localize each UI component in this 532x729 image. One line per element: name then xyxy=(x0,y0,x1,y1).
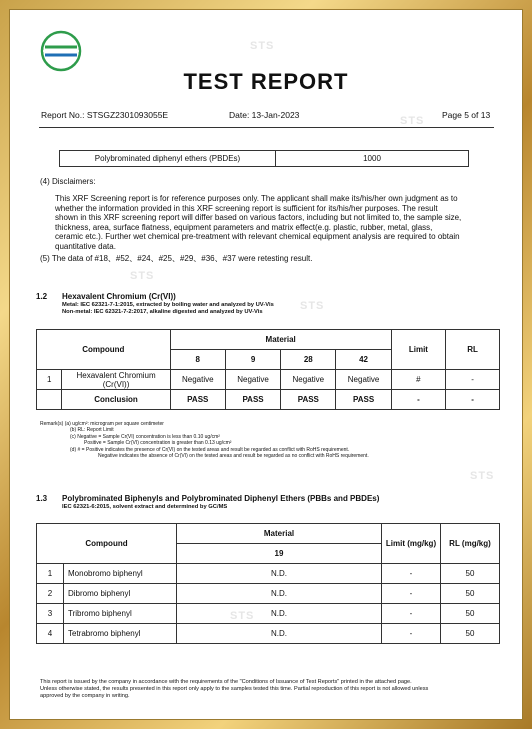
section-title: Hexavalent Chromium (Cr(VI)) xyxy=(62,292,176,301)
report-date: Date: 13-Jan-2023 xyxy=(229,110,300,120)
conclusion-cell: PASS xyxy=(336,390,391,410)
crvi-results-table xyxy=(36,329,500,410)
watermark: STS xyxy=(250,40,275,52)
result-cell: N.D. xyxy=(177,564,382,584)
disclaimer-line: whether the information provided in this XRF screening report is sufficient for its/his/her purposes. The result xyxy=(55,203,438,213)
table-row xyxy=(37,564,500,584)
disclaimers-text xyxy=(55,194,510,251)
rl-cell: 50 xyxy=(441,564,500,584)
row-number: 3 xyxy=(37,604,64,624)
conclusion-cell: PASS xyxy=(225,390,280,410)
table-row xyxy=(37,584,500,604)
disclaimer-line: quantitative data. xyxy=(55,241,116,251)
limit-cell: - xyxy=(391,390,445,410)
result-cell: Negative xyxy=(281,370,336,390)
disclaimer-line: shown in this XRF screening report will differ based on various factors, including but not limited to, the sample size, xyxy=(55,213,462,222)
method-gcms: IEC 62321-6:2015, solvent extract and determined by GC/MS xyxy=(62,504,228,510)
compound-name: Dibromo biphenyl xyxy=(64,584,177,604)
pbde-limit-table xyxy=(59,150,469,167)
rl-header: RL xyxy=(446,330,500,370)
rl-cell: - xyxy=(446,390,500,410)
material-col: 28 xyxy=(281,350,336,370)
material-header: Material xyxy=(177,524,382,544)
pbb-results-table xyxy=(36,523,500,644)
result-cell: Negative xyxy=(170,370,225,390)
material-col: 8 xyxy=(170,350,225,370)
result-cell: Negative xyxy=(336,370,391,390)
result-cell: N.D. xyxy=(177,584,382,604)
material-header: Material xyxy=(170,330,391,350)
row-number: 1 xyxy=(37,564,64,584)
conclusion-label: Conclusion xyxy=(62,390,170,410)
compound-header: Compound xyxy=(37,330,171,370)
limit-cell: - xyxy=(382,584,441,604)
report-number: Report No.: STSGZ2301093055E xyxy=(41,110,169,120)
result-cell: N.D. xyxy=(177,624,382,644)
table-row xyxy=(37,370,500,390)
value-cell: 1000 xyxy=(276,151,469,167)
result-cell: N.D. xyxy=(177,604,382,624)
table-row xyxy=(37,624,500,644)
report-page xyxy=(9,9,523,720)
remark-line: Remark(s) (a) ug/cm²: microgram per square centimeter xyxy=(40,421,164,427)
remark-line: Positive = Sample Cr(VI) concentration is greater than 0.13 ug/cm² xyxy=(84,440,232,447)
page-number: Page 5 of 13 xyxy=(442,110,491,120)
rl-cell: - xyxy=(446,370,500,390)
compound-header: Compound xyxy=(37,524,177,564)
conclusion-row xyxy=(37,390,500,410)
section-number: 1.2 xyxy=(36,292,48,301)
limit-cell: - xyxy=(382,564,441,584)
disclaimers-heading: (4) Disclaimers: xyxy=(40,177,96,186)
disclaimer-line: thickness, area, surface flatness, equipment parameters and matrix effect(e.g. plastic, rubber, metal, glass, xyxy=(55,222,433,232)
section-number: 1.3 xyxy=(36,494,48,503)
watermark: STS xyxy=(400,115,425,127)
material-col: 19 xyxy=(177,544,382,564)
compound-name: Tetrabromo biphenyl xyxy=(64,624,177,644)
sts-logo-icon xyxy=(39,29,83,73)
row-number: 1 xyxy=(37,370,62,390)
limit-header: Limit (mg/kg) xyxy=(382,524,441,564)
footer-line: approved by the company in writing. xyxy=(40,693,130,699)
watermark: STS xyxy=(300,300,325,312)
section-title: Polybrominated Biphenyls and Polybrominated Diphenyl Ethers (PBBs and PBDEs) xyxy=(62,494,380,503)
disclaimer-line: ceramic etc.). Further wet chemical pre-treatment with relevant chemical equipment analysis are required to obtain xyxy=(55,232,460,241)
limit-header: Limit xyxy=(391,330,445,370)
limit-cell: # xyxy=(391,370,445,390)
material-col: 9 xyxy=(225,350,280,370)
page-title: TEST REPORT xyxy=(183,69,349,94)
conclusion-cell: PASS xyxy=(170,390,225,410)
rl-cell: 50 xyxy=(441,604,500,624)
remark-line: Negative indicates the absence of Cr(VI) on the tested areas and result be regarded as no conflict with RoHS requirement. xyxy=(98,453,369,460)
rl-cell: 50 xyxy=(441,624,500,644)
result-cell: Negative xyxy=(225,370,280,390)
row-number: 2 xyxy=(37,584,64,604)
remark-line: (c) Negative = Sample Cr(VI) concentration is less than 0.10 ug/cm² xyxy=(70,433,220,440)
material-col: 42 xyxy=(336,350,391,370)
compound-name: Monobromo biphenyl xyxy=(64,564,177,584)
footer-line: Unless otherwise stated, the results presented in this report only apply to the samples tested this time. Partial reproduction of this report is not allowed unless xyxy=(40,686,429,692)
limit-cell: - xyxy=(382,604,441,624)
table-row xyxy=(37,604,500,624)
watermark: STS xyxy=(230,610,255,622)
disclaimer-line: This XRF Screening report is for reference purposes only. The applicant shall make its/his/her own judgment as to xyxy=(55,194,458,203)
compound-name: Hexavalent Chromium (Cr(VI)) xyxy=(62,370,170,390)
remark-line: (b) RL: Report Limit xyxy=(70,427,114,434)
substance-cell: Polybrominated diphenyl ethers (PBDEs) xyxy=(60,151,276,167)
rl-header: RL (mg/kg) xyxy=(441,524,500,564)
method-nonmetal: Non-metal: IEC 62321-7-2:2017, alkaline digested and analyzed by UV-Vis xyxy=(62,309,263,315)
method-metal: Metal: IEC 62321-7-1:2015, extracted by boiling water and analyzed by UV-Vis xyxy=(62,302,274,308)
watermark: STS xyxy=(470,470,495,482)
conclusion-cell: PASS xyxy=(281,390,336,410)
remark-line: (d) # = Positive indicates the presence of Cr(VI) on the tested areas and result be regarded as conflict with RoHS requirement. xyxy=(70,446,350,453)
compound-name: Tribromo biphenyl xyxy=(64,604,177,624)
footer-note xyxy=(40,679,510,700)
remarks xyxy=(40,421,369,459)
rl-cell: 50 xyxy=(441,584,500,604)
watermark: STS xyxy=(130,270,155,282)
retesting-note: (5) The data of #18、#52、#24、#25、#29、#36、#37 were retesting result. xyxy=(40,254,313,263)
header-divider xyxy=(39,127,494,128)
limit-cell: - xyxy=(382,624,441,644)
footer-line: This report is issued by the company in accordance with the requirements of the "Conditions of Issuance of Test Reports" printed in the attached page. xyxy=(40,679,412,685)
row-number: 4 xyxy=(37,624,64,644)
